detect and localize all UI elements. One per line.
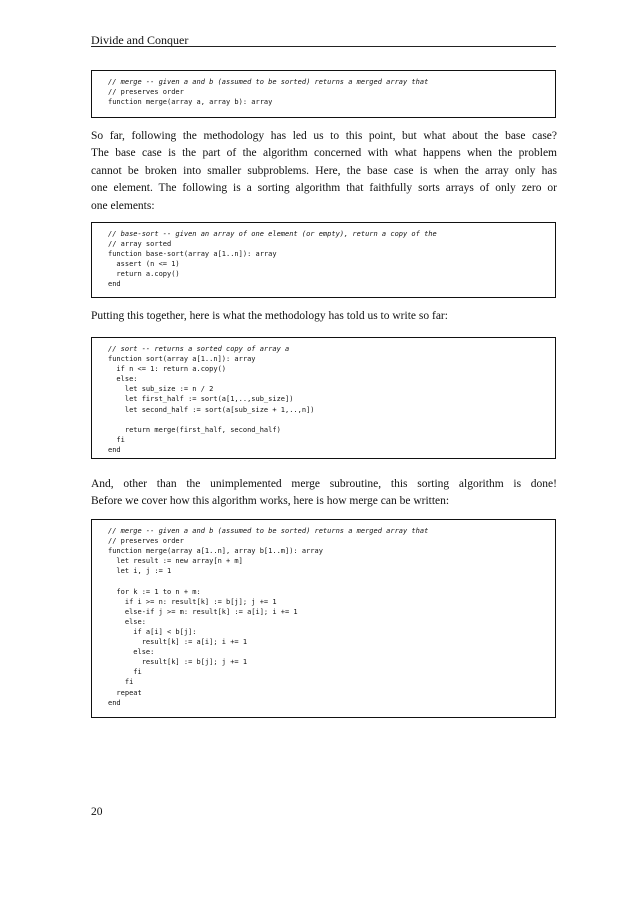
- running-header-title: Divide and Conquer: [91, 33, 189, 47]
- paragraph-merge-intro: [91, 476, 557, 511]
- paragraph-line: Putting this together, here is what the methodology has told us to write so far:: [91, 310, 448, 322]
- code-line: assert (n <= 1): [108, 260, 180, 269]
- page-number: 20: [91, 806, 103, 818]
- code-line: function base-sort(array a[1..n]): array: [108, 250, 277, 259]
- code-line: [108, 415, 555, 425]
- code-line: if i >= n: result[k] := b[j]; j += 1: [108, 597, 277, 606]
- paragraph-line: one element. The following is a sorting algorithm that faithfully sorts arrays of only zero or: [91, 182, 557, 195]
- code-block-merge-signature: [91, 70, 556, 118]
- code-block-base-sort: [91, 222, 556, 298]
- code-line: else:: [108, 375, 138, 384]
- code-line: return a.copy(): [108, 270, 180, 279]
- code-line: end: [108, 445, 121, 454]
- header-rule: [91, 46, 556, 47]
- code-line: // merge -- given a and b (assumed to be sorted) returns a merged array that: [108, 527, 429, 535]
- code-line: return merge(first_half, second_half): [108, 425, 281, 434]
- code-line: else:: [108, 617, 146, 626]
- paragraph-putting-together: [91, 308, 557, 325]
- code-line: function sort(array a[1..n]): array: [108, 355, 256, 364]
- paragraph-line: So far, following the methodology has led us to this point, but what about the base case?: [91, 130, 557, 142]
- code-line: let first_half := sort(a[1,..,sub_size]): [108, 395, 294, 404]
- code-line: fi: [108, 435, 125, 444]
- code-block-merge-implementation: [91, 519, 556, 718]
- code-line: let sub_size := n / 2: [108, 385, 214, 394]
- code-line: // sort -- returns a sorted copy of array a: [108, 345, 290, 353]
- code-line: [108, 576, 555, 586]
- code-line: // preserves order: [108, 88, 184, 97]
- code-line: result[k] := a[i]; i += 1: [108, 638, 248, 647]
- paragraph-line: one elements:: [91, 199, 155, 212]
- code-line: fi: [108, 678, 134, 687]
- code-line: end: [108, 280, 121, 289]
- code-line: fi: [108, 668, 142, 677]
- code-line: if a[i] < b[j]:: [108, 627, 197, 636]
- paragraph-line: Before we cover how this algorithm works, here is how merge can be written:: [91, 495, 450, 508]
- code-line: function merge(array a, array b): array: [108, 98, 273, 107]
- paragraph-line: The base case is the part of the algorithm concerned with what happens when the problem: [91, 147, 557, 160]
- code-line: let i, j := 1: [108, 567, 172, 576]
- code-line: // merge -- given a and b (assumed to be sorted) returns a merged array that: [108, 78, 429, 86]
- code-line: if n <= 1: return a.copy(): [108, 365, 227, 374]
- code-line: end: [108, 698, 121, 707]
- code-block-sort: [91, 337, 556, 459]
- code-line: repeat: [108, 688, 142, 697]
- code-line: else-if j >= m: result[k] := a[i]; i += 1: [108, 607, 298, 616]
- paragraph-base-case: [91, 128, 557, 215]
- code-line: // preserves order: [108, 537, 184, 546]
- code-line: function merge(array a[1..n], array b[1..m]): array: [108, 547, 323, 556]
- code-line: // base-sort -- given an array of one element (or empty), return a copy of the: [108, 230, 437, 238]
- code-line: let result := new array[n + m]: [108, 557, 243, 566]
- code-line: // array sorted: [108, 240, 172, 249]
- code-line: result[k] := b[j]; j += 1: [108, 658, 248, 667]
- code-line: for k := 1 to n + m:: [108, 587, 201, 596]
- code-line: let second_half := sort(a[sub_size + 1,..,n]): [108, 405, 315, 414]
- code-line: else:: [108, 648, 155, 657]
- paragraph-line: cannot be broken into smaller subproblems. Here, the base case is when the array only has: [91, 164, 557, 177]
- paragraph-line: And, other than the unimplemented merge subroutine, this sorting algorithm is done!: [91, 478, 557, 490]
